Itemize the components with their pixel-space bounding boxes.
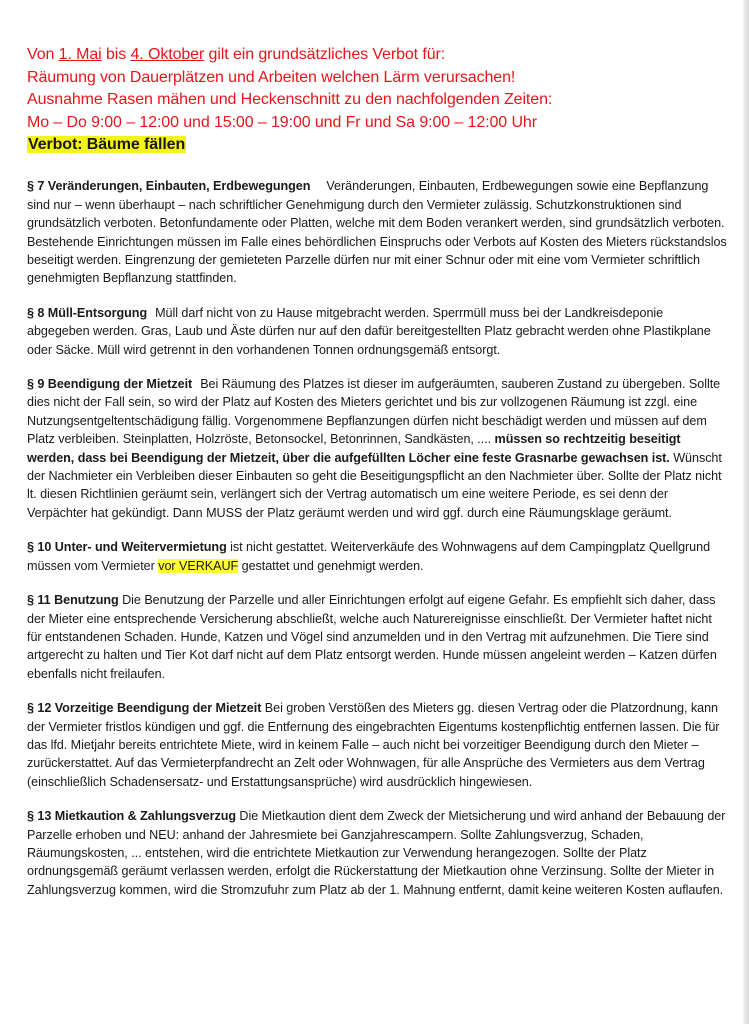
section-7: [27, 177, 727, 287]
section-heading: § 11 Benutzung: [27, 593, 119, 608]
section-text: Die Mietkaution dient dem Zweck der Mietsicherung und wird anhand der Bebauung der Parzelle erhoben und NEU: anhand der Jahresmiete bei Ganzjahrescampern. Sollte Zahlungsverzug, Schaden, Räumungskosten, ... entstehen, wird die entrichtete Mietkaution zur Verwendung herangezogen. Sollte der Platz ordnungsgemäß geräumt verlassen werden, erfolgt die Rückerstattung der Mietkaution ohne Verzinsung. Sollte der Mieter in Zahlungsverzug kommen, wird die Stromzufuhr zum Platz ab der 1. Mahnung entfernt, damit keine weiteren Kosten auflaufen.: [27, 809, 726, 897]
section-13: [27, 807, 727, 899]
notice-text: Von: [27, 46, 59, 63]
document-page: [27, 44, 727, 912]
page-edge-shadow: [743, 0, 749, 1024]
section-heading: § 9 Beendigung der Mietzeit: [27, 377, 193, 392]
section-bold-text: müssen so rechtzeitig beseitigt werden, dass bei Beendigung der Mietzeit, über die aufgefüllten Löcher eine feste Grasnarbe gewachsen ist.: [27, 432, 681, 465]
section-heading: § 7 Veränderungen, Einbauten, Erdbewegungen: [27, 179, 311, 194]
section-text: gestattet und genehmigt werden.: [238, 558, 424, 573]
notice-line-4: Mo – Do 9:00 – 12:00 und 15:00 – 19:00 und Fr und Sa 9:00 – 12:00 Uhr: [27, 113, 537, 131]
notice-line-3: Ausnahme Rasen mähen und Heckenschnitt zu den nachfolgenden Zeiten:: [27, 91, 553, 109]
section-text: Veränderungen, Einbauten, Erdbewegungen sowie eine Bepflanzung sind nur – wenn überhaupt – nach schriftlicher Genehmigung durch den Vermieter zulässig. Schutzkonstruktionen sind grundsätzlich verboten. Betonfundamente oder Platten, welche mit dem Boden verankert werden, sind grundsätzlich verboten. Bestehende Einrichtungen müssen im Falle eines behördlichen Einspruchs oder Verbots auf Kosten des Mieters rückstandslos beseitigt werden. Eingrenzung der gemieteten Parzelle dürfen nur mit einer Schnur oder mit eine vom Vermieter schriftlich genehmigten Bepflanzung stattfinden.: [27, 179, 727, 286]
date-start: 1. Mai: [58, 46, 102, 63]
section-heading: § 12 Vorzeitige Beendigung der Mietzeit: [27, 701, 262, 716]
notice-line-2: Räumung von Dauerplätzen und Arbeiten welchen Lärm verursachen!: [27, 68, 516, 86]
section-text: Die Benutzung der Parzelle und aller Einrichtungen erfolgt auf eigene Gefahr. Es empfiehlt sich daher, dass der Mieter eine entsprechende Versicherung abschließt, welche auch Naturereignisse einschließt. Der Vermieter haftet nicht für entstandenen Schaden. Hunde, Katzen und Vögel sind anzumelden und in den Vertrag mit aufzunehmen. Die Tiere sind artgerecht zu halten und Tier Kot darf nicht auf dem Platz entsorgt werden. Hunde müssen angeleint werden – Katzen dürfen ebenfalls nicht freilaufen.: [27, 593, 717, 681]
section-text: Bei Räumung des Platzes ist dieser im aufgeräumten, sauberen Zustand zu übergeben. Sollte dies nicht der Fall sein, so wird der Platz auf Kosten des Mieters gerichtet und bis zur vollzogenen Räumung ist zzgl. eine Nutzungsentgeltentschädigung fällig. Vorgenommene Bepflanzungen dürfen nicht beschädigt werden und müssen auf dem Platz verbleiben. Steinplatten, Holzröste, Betonsockel, Betonrinnen, Sandkästen, ....: [27, 377, 721, 447]
section-8: [27, 304, 727, 359]
highlighted-text: vor VERKAUF: [158, 558, 239, 573]
section-text: Müll darf nicht von zu Hause mitgebracht werden. Sperrmüll muss bei der Landkreisdeponie abgegeben werden. Gras, Laub und Äste dürfen nur auf den dafür bereitgestellten Platz gebracht werden ohne Plastikplane oder Säcke. Müll wird getrennt in den vorhandenen Tonnen ordnungsgemäß entsorgt.: [27, 305, 711, 357]
section-heading: § 13 Mietkaution & Zahlungsverzug: [27, 809, 236, 824]
section-heading: § 8 Müll-Entsorgung: [27, 305, 148, 320]
notice-text: gilt ein grundsätzliches Verbot für:: [204, 46, 446, 63]
warning-highlight: Verbot: Bäume fällen: [28, 136, 186, 154]
section-9: [27, 375, 727, 522]
section-text: ist nicht gestattet. Weiterverkäufe des Wohnwagens auf dem Campingplatz Quellgrund müssen vom Vermieter: [27, 540, 711, 573]
section-10: [27, 538, 727, 575]
notice-line-1: [27, 44, 727, 67]
section-text: Wünscht der Nachmieter ein Verbleiben dieser Einbauten so geht die Beseitigungspflicht an den Nachmieter über. Sollte der Platz nicht lt. diesen Richtlinien geräumt sein, verlängert sich der Vertrag automatisch um eine weitere Periode, es sei denn der Verpächter hat gekündigt. Dann MUSS der Platz geräumt werden und wird ggf. durch eine Räumungsklage geräumt.: [27, 450, 722, 520]
section-12: [27, 699, 727, 791]
warning-line: [27, 134, 727, 156]
section-text: Bei groben Verstößen des Mieters gg. diesen Vertrag oder die Platzordnung, kann der Vermieter fristlos kündigen und ggf. die Entfernung des eingebrachten Eigentums kostenpflichtig entfernen lassen. Die für das lfd. Mietjahr bereits entrichtete Miete, wird in keinem Falle – auch nicht bei vorzeitiger Beendigung durch den Mieter – zurückerstattet. Auf das Vermieterpfandrecht an Zelt oder Wohnwagen, für alle Ansprüche des Vermieters aus dem Vertrag (einschließlich Schadensersatz- und Erstattungsansprüche) wird ausdrücklich hingewiesen.: [27, 701, 720, 789]
section-heading: § 10 Unter- und Weitervermietung: [27, 540, 227, 555]
section-11: [27, 591, 727, 683]
date-end: 4. Oktober: [130, 46, 205, 63]
notice-text: bis: [101, 46, 131, 63]
notice-block: [27, 44, 727, 156]
